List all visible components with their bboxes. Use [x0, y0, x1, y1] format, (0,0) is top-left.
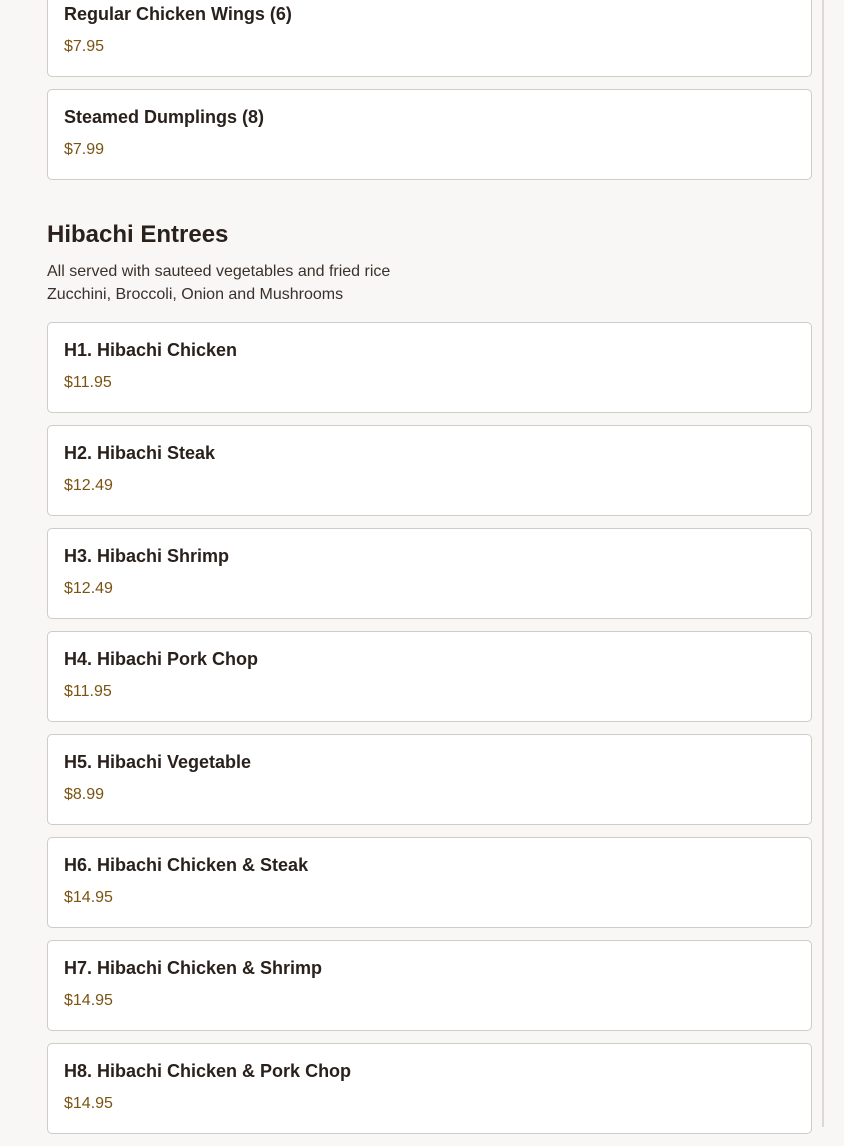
menu-item-card[interactable] — [47, 1043, 812, 1134]
menu-item-price: $12.49 — [64, 477, 113, 494]
section-title: Hibachi Entrees — [47, 221, 229, 248]
section-description — [47, 260, 812, 306]
menu-item-name: Steamed Dumplings (8) — [64, 107, 265, 127]
menu-item-price: $7.95 — [64, 38, 105, 55]
menu-item-name: H2. Hibachi Steak — [64, 443, 216, 463]
menu-item-card[interactable] — [47, 89, 812, 180]
section-description-line: Zucchini, Broccoli, Onion and Mushrooms — [47, 286, 344, 303]
menu-item-name: H4. Hibachi Pork Chop — [64, 649, 259, 669]
menu-item-card[interactable] — [47, 734, 812, 825]
menu-item-name: H1. Hibachi Chicken — [64, 340, 238, 360]
menu-item-name: H5. Hibachi Vegetable — [64, 752, 252, 772]
menu-item-card[interactable] — [47, 940, 812, 1031]
menu-item-price: $14.95 — [64, 889, 113, 906]
menu-item-price: $8.99 — [64, 786, 105, 803]
section-description-line: All served with sauteed vegetables and fried rice — [47, 263, 391, 280]
menu-item-price: $12.49 — [64, 580, 113, 597]
menu-item-name: H3. Hibachi Shrimp — [64, 546, 230, 566]
menu-item-card[interactable] — [47, 322, 812, 413]
menu-item-name: H7. Hibachi Chicken & Shrimp — [64, 958, 323, 978]
menu-item-price: $7.99 — [64, 141, 105, 158]
hibachi-entrees-section — [47, 220, 812, 1134]
menu-item-name: Regular Chicken Wings (6) — [64, 4, 292, 24]
menu-item-card[interactable] — [47, 425, 812, 516]
menu-column — [47, 0, 812, 1146]
menu-item-name: H6. Hibachi Chicken & Steak — [64, 855, 309, 875]
menu-item-price: $14.95 — [64, 1095, 113, 1112]
menu-item-price: $11.95 — [64, 374, 112, 391]
menu-item-card[interactable] — [47, 0, 812, 77]
menu-item-card[interactable] — [47, 837, 812, 928]
scroll-divider — [822, 0, 824, 1127]
menu-item-name: H8. Hibachi Chicken & Pork Chop — [64, 1061, 352, 1081]
menu-item-price: $11.95 — [64, 683, 112, 700]
menu-item-card[interactable] — [47, 631, 812, 722]
menu-item-price: $14.95 — [64, 992, 113, 1009]
menu-item-card[interactable] — [47, 528, 812, 619]
